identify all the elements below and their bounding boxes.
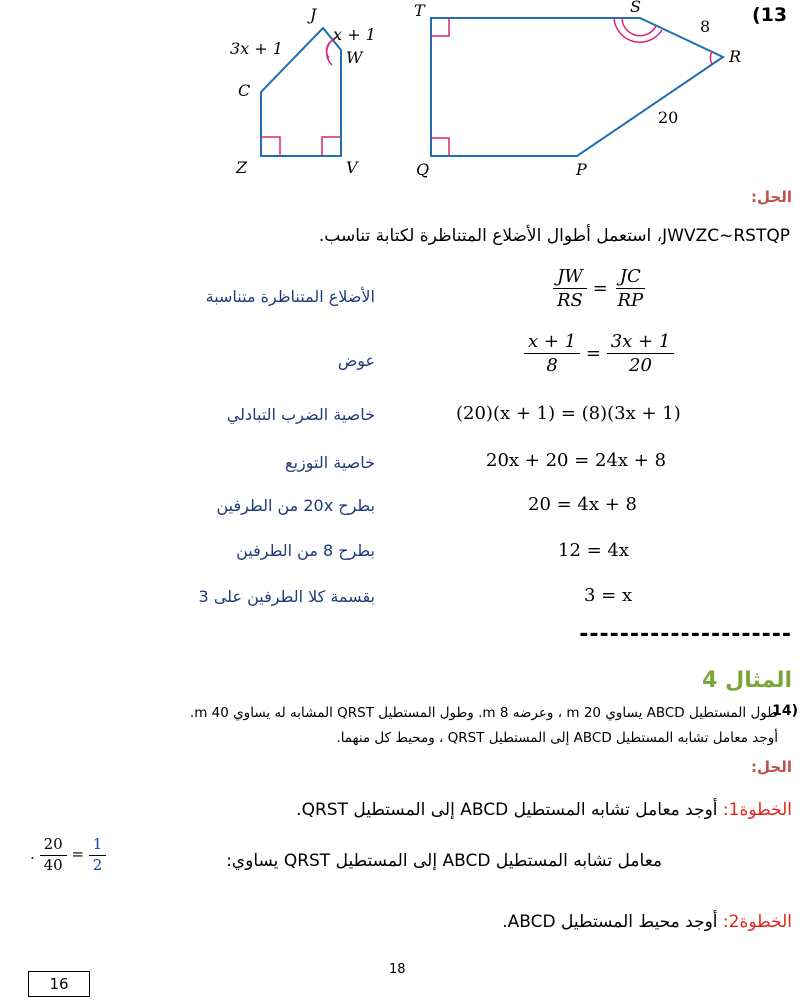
- solution-label-2: الحل:: [751, 758, 792, 776]
- step-2-label: الخطوة2:: [722, 912, 792, 932]
- reason-3: خاصية الضرب التبادلي: [226, 405, 375, 424]
- reason-6: بطرح 8 من الطرفين: [236, 541, 375, 560]
- reason-2: عوض: [337, 351, 375, 370]
- equation-2: $\frac{x + 1}{8}$ = $\frac{3x + 1}{20}$: [524, 330, 674, 378]
- equation-3: (20)(x + 1) = (8)(3x + 1): [456, 403, 681, 424]
- step-1-label: الخطوة1:: [722, 800, 792, 820]
- vertex-c: C: [238, 81, 251, 100]
- equation-6: 12 = 4x: [558, 540, 630, 561]
- vertex-r: R: [729, 47, 742, 66]
- scale-factor-text: معامل تشابه المستطيل ABCD إلى المستطيل QRST يساوي:: [226, 851, 662, 871]
- page-number-box: 16: [28, 971, 90, 997]
- step-1-text: أوجد معامل تشابه المستطيل ABCD إلى المستطيل QRST.: [296, 800, 723, 820]
- equation-4: 20x + 20 = 24x + 8: [486, 450, 667, 471]
- question-14-line2: أوجد معامل تشابه المستطيل ABCD إلى المستطيل QRST ، ومحيط كل منهما.: [336, 730, 778, 746]
- vertex-j: J: [310, 5, 317, 24]
- problem-number: (13: [752, 4, 788, 26]
- side-label-sr: 8: [700, 17, 711, 36]
- equation-7: 3 = x: [584, 585, 633, 606]
- reason-7: بقسمة كلا الطرفين على 3: [198, 587, 375, 606]
- step-2-text: أوجد محيط المستطيل ABCD.: [502, 912, 723, 932]
- question-14-number: 14): [772, 703, 798, 719]
- right-angle-arcs: [614, 18, 712, 64]
- scale-factor-equation: . $\frac{20}{40}$ = $\frac{1}{2}$: [30, 835, 106, 875]
- page-number-center: 18: [389, 962, 406, 977]
- pentagon-tsrpq: [431, 18, 723, 156]
- step-2: [32, 912, 792, 932]
- vertex-q: Q: [416, 160, 430, 179]
- example-title: المثال 4: [702, 668, 792, 693]
- side-label-jc: 3x + 1: [230, 39, 283, 58]
- vertex-v: V: [346, 158, 358, 177]
- intro-line: JWVZC~RSTQP، استعمل أطوال الأضلاع المتناظرة لكتابة تناسب.: [318, 226, 790, 246]
- right-right-angle-marks: [431, 18, 449, 156]
- question-14-line1: طول المستطيل ABCD يساوي 20 m ، وعرضه 8 m. وطول المستطيل QRST المشابه له يساوي 40 m.: [189, 705, 778, 721]
- vertex-s: S: [630, 0, 641, 16]
- side-label-rp: 20: [658, 108, 679, 127]
- dashed-divider: ---------------------: [579, 622, 792, 647]
- vertex-w: W: [346, 48, 363, 67]
- side-label-jw: x + 1: [333, 25, 376, 44]
- equation-5: 20 = 4x + 8: [528, 494, 638, 515]
- reason-4: خاصية التوزيع: [285, 453, 375, 472]
- vertex-t: T: [414, 1, 425, 20]
- vertex-z: Z: [236, 158, 248, 177]
- solution-label: الحل:: [751, 188, 792, 206]
- reason-1: الأضلاع المتناظرة متناسبة: [205, 287, 375, 306]
- vertex-p: P: [576, 160, 587, 179]
- step-1: [32, 800, 792, 820]
- equation-1: $\frac{JW}{RS}$ = $\frac{JC}{RP}$: [553, 265, 647, 313]
- reason-5: بطرح 20x من الطرفين: [216, 496, 375, 515]
- similar-polygons-figure: [0, 0, 800, 185]
- left-right-angle-marks: [261, 137, 341, 156]
